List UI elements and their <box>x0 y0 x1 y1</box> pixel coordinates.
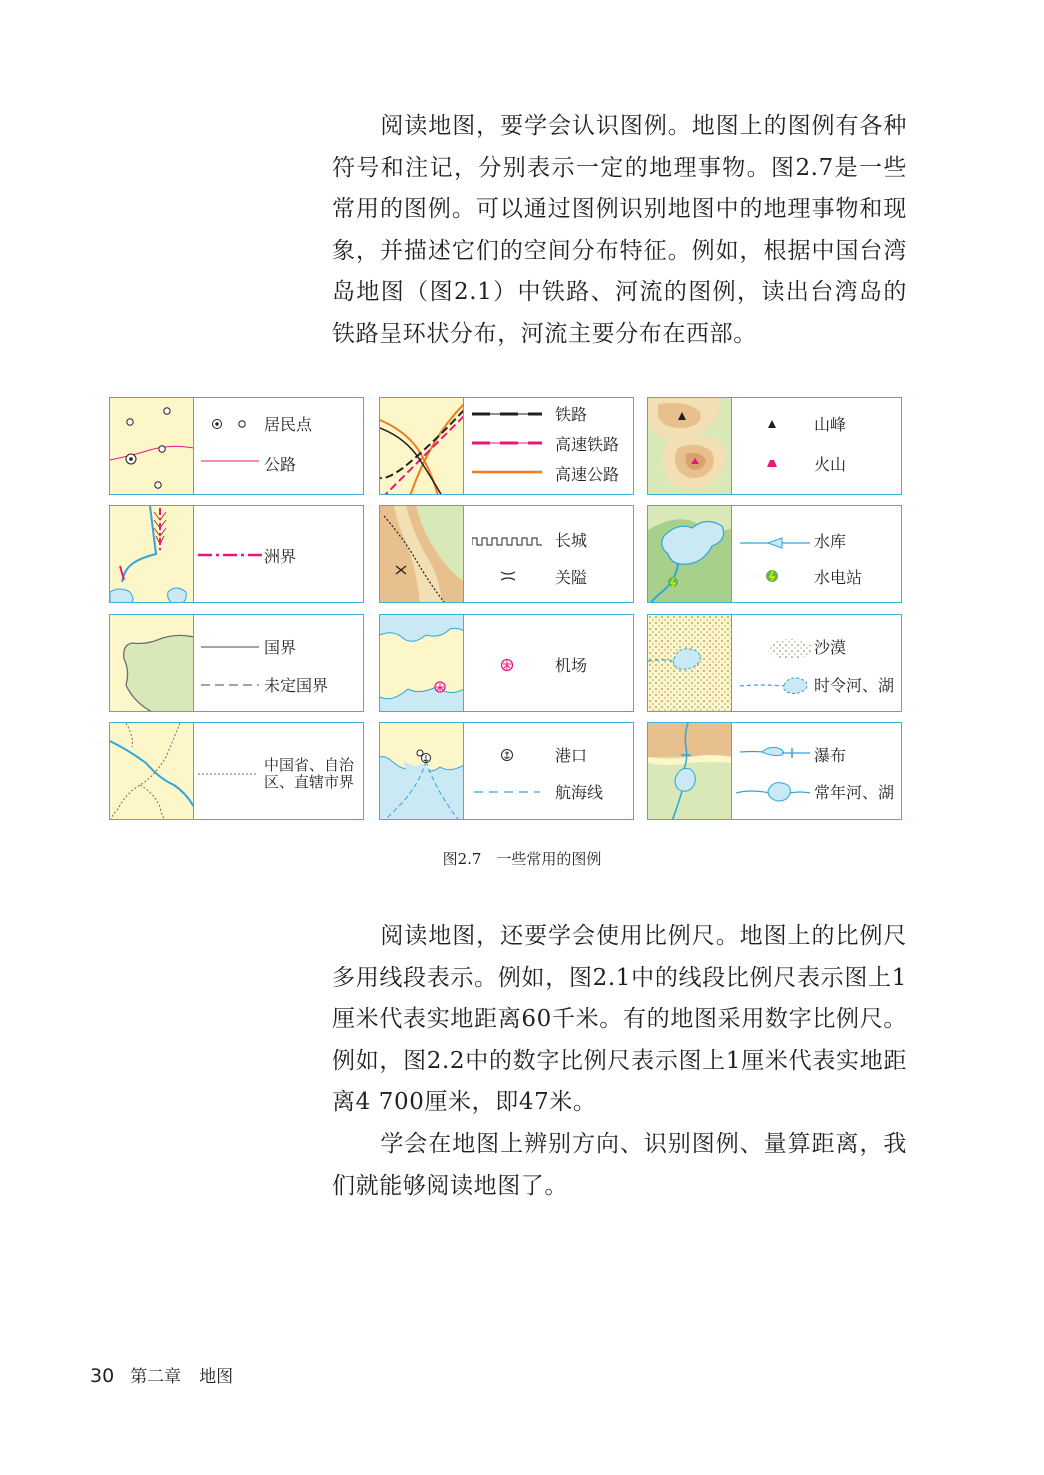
legend-cell-settlement <box>109 397 364 495</box>
legend-map-desert <box>648 615 732 711</box>
legend-label-undefined-boundary: 未定国界 <box>264 676 329 695</box>
legend-map-railways <box>380 398 464 494</box>
chapter-title: 第二章 <box>130 1367 182 1387</box>
continent-boundary-line-icon <box>198 550 264 560</box>
national-boundary-line-icon <box>201 643 259 651</box>
paragraph-text: 阅读地图，要学会认识图例。地图上的图例有各种符号和注记，分别表示一定的地理事物。图2.7是一些常用的图例。可以通过图例识别地图中的地理事物和现象，并描述它们的空间分布特征。例如，根据中国台湾岛地图（图2.1）中铁路、河流的图例，读出台湾岛的铁路呈环状分布，河流主要分布在西部。 <box>332 113 907 347</box>
paragraph-text: 阅读地图，还要学会使用比例尺。地图上的比例尺多用线段表示。例如，图2.1中的线段比例尺表示图上1厘米代表实地距离60千米。有的地图采用数字比例尺。例如，图2.2中的数字比例尺表示图上1厘米代表实地距离4 700厘米，即47米。 <box>332 923 907 1115</box>
legend-label-provincial-boundary-line2: 区、直辖市界 <box>264 773 355 791</box>
legend-map-provincial <box>110 723 194 819</box>
great-wall-symbol-icon <box>472 535 542 549</box>
legend-map-boundary <box>110 615 194 711</box>
legend-label-desert: 沙漠 <box>814 638 847 657</box>
legend-cell-waterfall <box>647 722 902 820</box>
legend-label-expressway: 高速公路 <box>555 465 620 484</box>
legend-label-port: 港口 <box>555 746 588 765</box>
road-symbol-icon <box>201 457 259 465</box>
legend-label-provincial-boundary-line1: 中国省、自治 <box>264 756 355 774</box>
waterfall-icon <box>740 743 810 761</box>
section-title: 地图 <box>199 1367 234 1387</box>
legend-label-perennial-river: 常年河、湖 <box>814 783 895 802</box>
settlement-symbol-icon <box>207 416 255 432</box>
paragraph-conclusion <box>332 1124 907 1207</box>
legend-cell-continent-boundary <box>109 505 364 603</box>
legend-cell-provincial-boundary <box>109 722 364 820</box>
port-anchor-icon <box>500 748 514 762</box>
legend-label-volcano: 火山 <box>814 455 847 474</box>
legend-label-sea-route: 航海线 <box>555 783 604 802</box>
paragraph-legend-intro <box>332 106 907 355</box>
legend-map-terrain <box>648 398 732 494</box>
legend-map-continent <box>110 506 194 602</box>
legend-cell-desert <box>647 614 902 712</box>
legend-label-railway: 铁路 <box>555 405 588 424</box>
perennial-river-lake-icon <box>736 779 810 805</box>
legend-cell-reservoir <box>647 505 902 603</box>
legend-label-road: 公路 <box>264 455 297 474</box>
legend-label-high-speed-railway: 高速铁路 <box>555 435 620 454</box>
paragraph-text: 学会在地图上辨别方向、识别图例、量算距离，我们就能够阅读地图了。 <box>332 1131 907 1199</box>
volcano-icon <box>766 458 778 468</box>
legend-map-waterfall <box>648 723 732 819</box>
reservoir-symbol-icon <box>740 536 810 550</box>
page-footer <box>90 1362 233 1387</box>
legend-label-pass: 关隘 <box>555 568 588 587</box>
legend-label-national-boundary: 国界 <box>264 638 297 657</box>
legend-map-great-wall <box>380 506 464 602</box>
page-number: 30 <box>90 1365 115 1387</box>
figure-caption: 图2.7 一些常用的图例 <box>442 850 602 868</box>
legend-label-great-wall: 长城 <box>555 531 588 550</box>
railway-symbols-icon <box>472 408 542 478</box>
hydropower-icon <box>765 569 779 583</box>
legend-map-airport <box>380 615 464 711</box>
legend-label-hydropower: 水电站 <box>814 568 863 587</box>
paragraph-scale <box>332 916 907 1124</box>
legend-label-seasonal-river: 时令河、湖 <box>814 676 895 695</box>
undefined-boundary-line-icon <box>201 681 259 689</box>
legend-cell-national-boundary <box>109 614 364 712</box>
legend-label-continent-boundary: 洲界 <box>264 547 297 566</box>
legend-label-peak: 山峰 <box>814 415 847 434</box>
pass-symbol-icon <box>500 570 516 582</box>
legend-cell-peak-volcano <box>647 397 902 495</box>
legend-map-reservoir <box>648 506 732 602</box>
legend-cell-railways <box>379 397 634 495</box>
provincial-boundary-line-icon <box>198 771 258 777</box>
sea-route-line-icon <box>474 789 540 795</box>
legend-map-settlement <box>110 398 194 494</box>
legend-label-airport: 机场 <box>555 656 588 675</box>
legend-label-waterfall: 瀑布 <box>814 746 847 765</box>
legend-cell-airport <box>379 614 634 712</box>
legend-label-reservoir: 水库 <box>814 532 847 551</box>
legend-cell-port <box>379 722 634 820</box>
desert-dots-icon <box>766 637 814 661</box>
peak-triangle-icon <box>767 419 777 429</box>
airport-icon <box>500 658 514 672</box>
legend-label-settlement: 居民点 <box>264 415 313 434</box>
legend-cell-great-wall <box>379 505 634 603</box>
seasonal-river-icon <box>740 675 810 697</box>
legend-map-port <box>380 723 464 819</box>
